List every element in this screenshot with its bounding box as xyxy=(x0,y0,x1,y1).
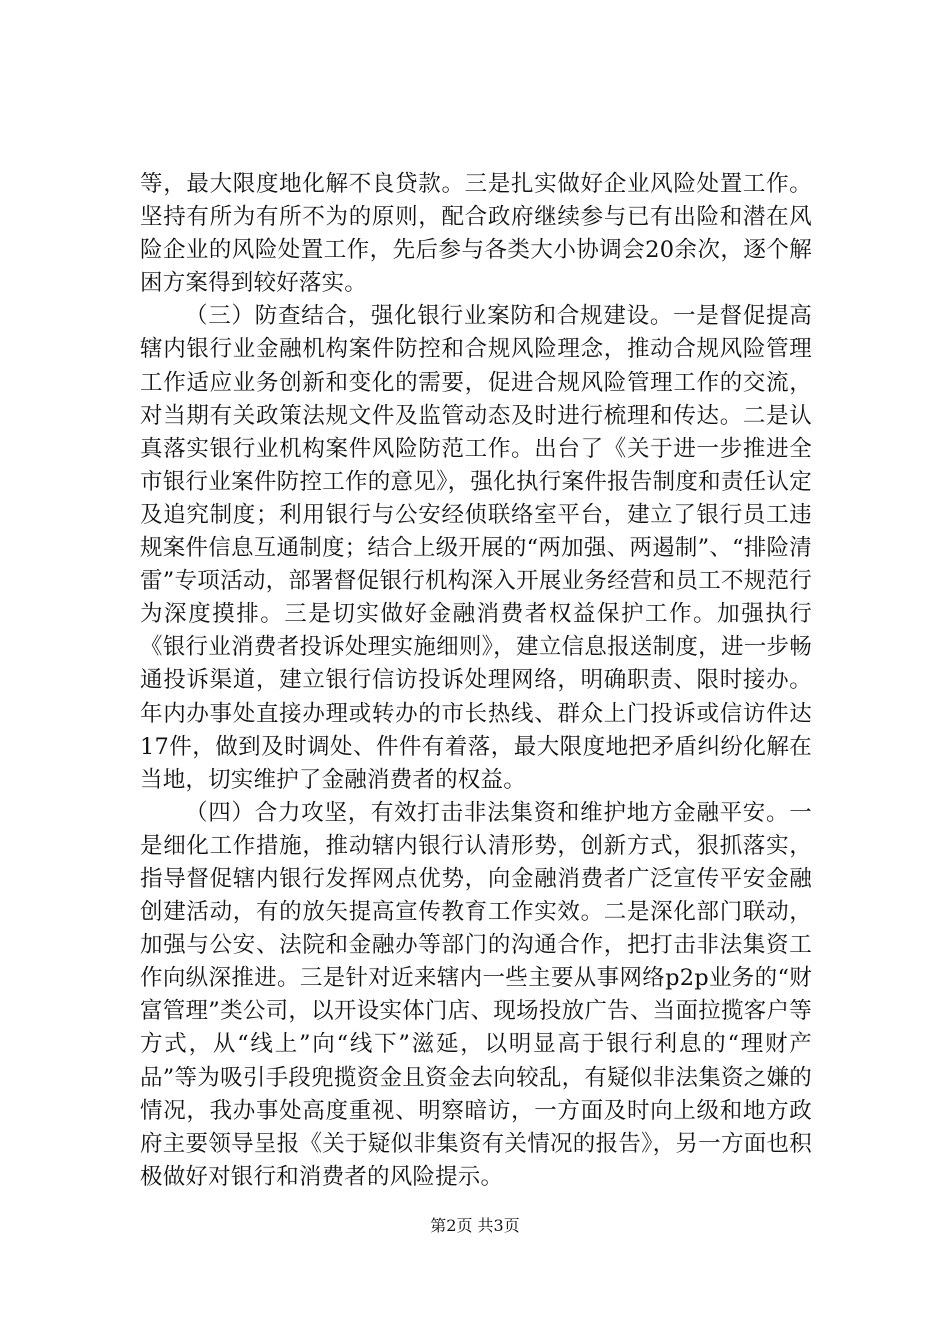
document-body xyxy=(140,168,812,1194)
page-footer: 第2页 共3页 xyxy=(430,1216,520,1235)
paragraph-section-4: （四）合力攻坚，有效打击非法集资和维护地方金融平安。一是细化工作措施，推动辖内银行认清形势，创新方式，狠抓落实，指导督促辖内银行发挥网点优势，向金融消费者广泛宣传平安金融创建活动，有的放矢提高宣传教育工作实效。二是深化部门联动，加强与公安、法院和金融办等部门的沟通合作，把打击非法集资工作向纵深推进。三是针对近来辖内一些主要从事网络p2p业务的“财富管理”类公司，以开设实体门店、现场投放广告、当面拉揽客户等方式，从“线上”向“线下”滋延，以明显高于银行利息的“理财产品”等为吸引手段兜揽资金且资金去向较乱，有疑似非法集资之嫌的情况，我办事处高度重视、明察暗访，一方面及时向上级和地方政府主要领导呈报《关于疑似非集资有关情况的报告》，另一方面也积极做好对银行和消费者的风险提示。 xyxy=(140,799,812,1190)
paragraph-continuation: 等，最大限度地化解不良贷款。三是扎实做好企业风险处置工作。坚持有所为有所不为的原则，配合政府继续参与已有出险和潜在风险企业的风险处置工作，先后参与各类大小协调会20余次，逐个解困方案得到较好落实。 xyxy=(140,171,812,297)
paragraph-section-3: （三）防查结合，强化银行业案防和合规建设。一是督促提高辖内银行业金融机构案件防控和合规风险理念，推动合规风险管理工作适应业务创新和变化的需要，促进合规风险管理工作的交流，对当期有关政策法规文件及监管动态及时进行梳理和传达。二是认真落实银行业机构案件风险防范工作。出台了《关于进一步推进全市银行业案件防控工作的意见》，强化执行案件报告制度和责任认定及追究制度；利用银行与公安经侦联络室平台，建立了银行员工违规案件信息互通制度；结合上级开展的“两加强、两遏制”、“排险清雷”专项活动，部署督促银行机构深入开展业务经营和员工不规范行为深度摸排。三是切实做好金融消费者权益保护工作。加强执行《银行业消费者投诉处理实施细则》，建立信息报送制度，进一步畅通投诉渠道，建立银行信访投诉处理网络，明确职责、限时接办。年内办事处直接办理或转办的市长热线、群众上门投诉或信访件达17件，做到及时调处、件件有着落，最大限度地把矛盾纠纷化解在当地，切实维护了金融消费者的权益。 xyxy=(140,303,812,793)
